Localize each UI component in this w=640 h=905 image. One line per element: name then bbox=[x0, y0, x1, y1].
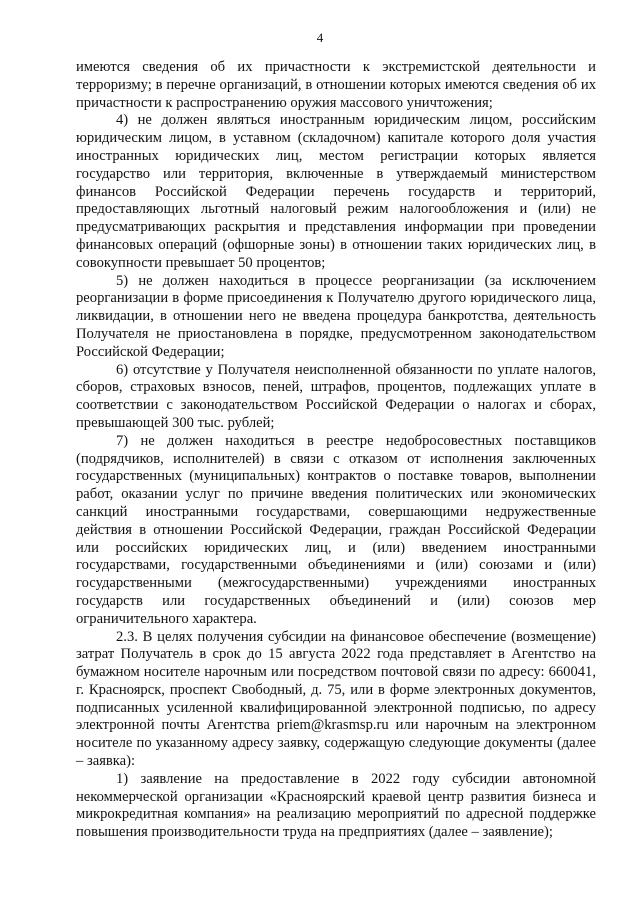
document-paragraph: имеются сведения об их причастности к экстремистской деятельности и терроризму; в перечне организаций, в отношении которых имеются сведения об их причастности к распространению оружия массового уничтожения; bbox=[76, 59, 596, 111]
document-paragraph: 7) не должен находиться в реестре недобросовестных поставщиков (подрядчиков, исполнителей) в связи с отказом от исполнения заключенных государственных (муниципальных) контрактов о поставке товаров, выполнении работ, оказании услуг по причине введения политических или экономических санкций иностранными государствами, совершающими недружественные действия в отношении Российской Федерации, граждан Российской Федерации или российских юридических лиц, и (или) введением иностранными государствами, государственными объединениями и (или) союзами и (или) государственными (межгосударственными) учреждениями иностранных государств или государственных объединений и (или) союзов мер ограничительного характера. bbox=[76, 432, 596, 627]
document-paragraph: 4) не должен являться иностранным юридическим лицом, российским юридическим лицом, в уставном (складочном) капитале которого доля участия иностранных юридических лиц, местом регистрации которых является государство или территория, включенные в утверждаемый министерством финансов Российской Федерации перечень государств и территорий, предоставляющих льготный налоговый режим налогообложения и (или) не предусматривающих раскрытия и представления информации при проведении финансовых операций (офшорные зоны) в отношении таких юридических лиц, в совокупности превышает 50 процентов; bbox=[76, 112, 596, 271]
document-body bbox=[76, 59, 596, 842]
page-number: 4 bbox=[316, 30, 324, 45]
document-paragraph: 6) отсутствие у Получателя неисполненной обязанности по уплате налогов, сборов, страховых взносов, пеней, штрафов, процентов, подлежащих уплате в соответствии с законодательством Российской Федерации о налогах и сборах, превышающей 300 тыс. рублей; bbox=[76, 361, 596, 431]
document-paragraph: 5) не должен находиться в процессе реорганизации (за исключением реорганизации в форме присоединения к Получателю другого юридического лица, ликвидации, в отношении него не введена процедура банкротства, деятельность Получателя не приостановлена в порядке, предусмотренном законодательством Российской Федерации; bbox=[76, 272, 596, 360]
document-paragraph: 2.3. В целях получения субсидии на финансовое обеспечение (возмещение) затрат Получатель в срок до 15 августа 2022 года представляет в Агентство на бумажном носителе нарочным или посредством почтовой связи по адресу: 660041, г. Красноярск, проспект Свободный, д. 75, или в форме электронных документов, подписанных усиленной квалифицированной электронной подписью, по адресу электронной почты Агентства priem@krasmsp.ru или нарочным на электронном носителе по указанному адресу заявку, содержащую следующие документы (далее – заявка): bbox=[76, 628, 596, 770]
document-paragraph: 1) заявление на предоставление в 2022 году субсидии автономной некоммерческой организации «Красноярский краевой центр развития бизнеса и микрокредитная компания» на реализацию мероприятий по адресной поддержке повышения производительности труда на предприятиях (далее – заявление); bbox=[76, 770, 596, 841]
